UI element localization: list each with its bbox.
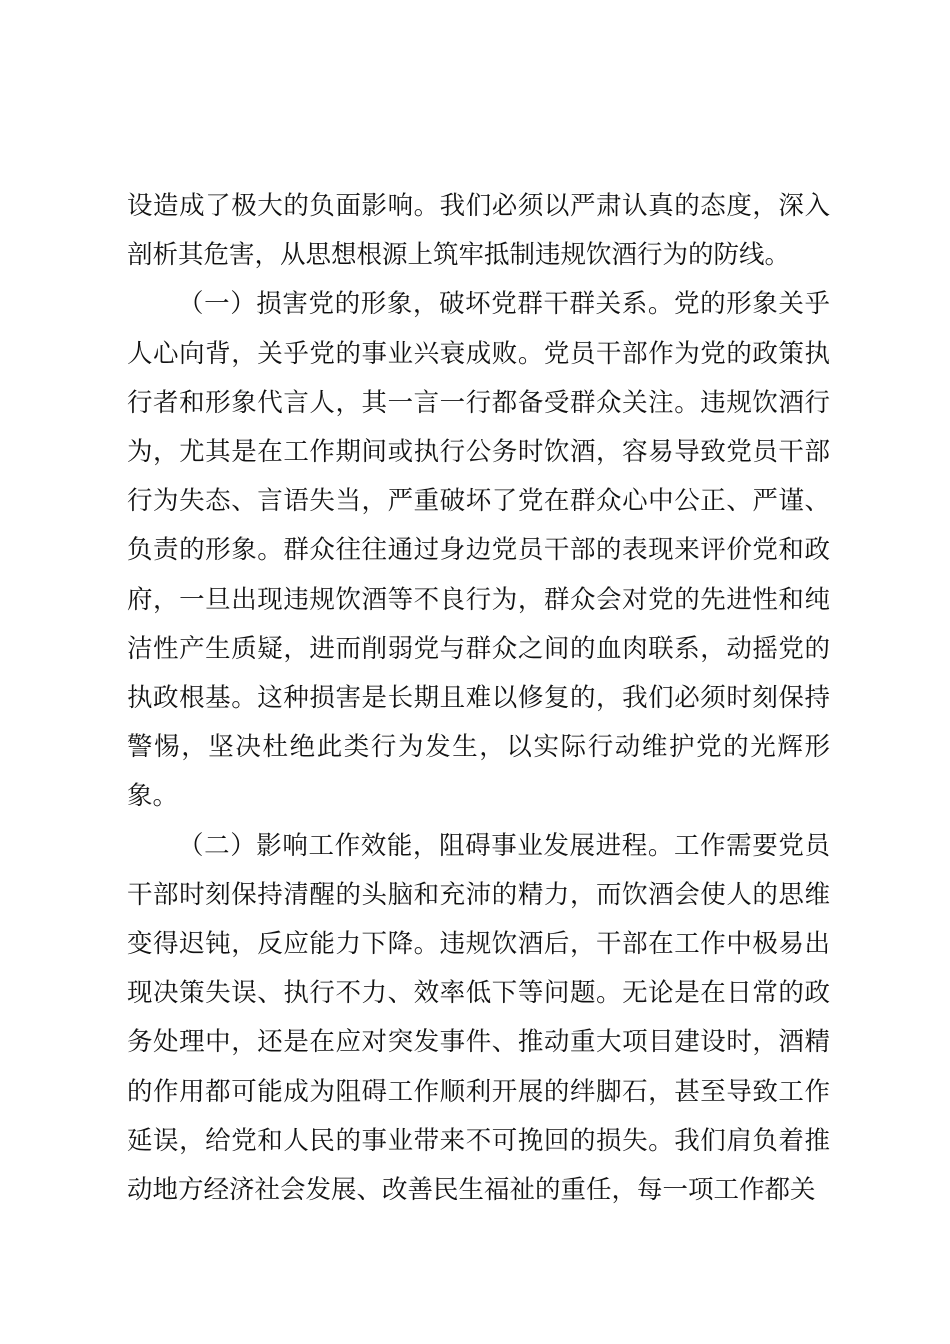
paragraph-section-two: （二）影响工作效能，阻碍事业发展进程。工作需要党员干部时刻保持清醒的头脑和充沛的精力，而饮酒会使人的思维变得迟钝，反应能力下降。违规饮酒后，干部在工作中极易出现决策失误、执行不力、效率低下等问题。无论是在日常的政务处理中，还是在应对突发事件、推动重大项目建设时，酒精的作用都可能成为阻碍工作顺利开展的绊脚石，甚至导致工作延误，给党和人民的事业带来不可挽回的损失。我们肩负着推动地方经济社会发展、改善民生福祉的重任，每一项工作都关 xyxy=(127,830,830,1206)
document-body xyxy=(127,182,830,1215)
paragraph-continuation: 设造成了极大的负面影响。我们必须以严肃认真的态度，深入剖析其危害，从思想根源上筑牢抵制违规饮酒行为的防线。 xyxy=(127,191,830,271)
paragraph-section-one: （一）损害党的形象，破坏党群干群关系。党的形象关乎人心向背，关乎党的事业兴衰成败。党员干部作为党的政策执行者和形象代言人，其一言一行都备受群众关注。违规饮酒行为，尤其是在工作期间或执行公务时饮酒，容易导致党员干部行为失态、言语失当，严重破坏了党在群众心中公正、严谨、负责的形象。群众往往通过身边党员干部的表现来评价党和政府，一旦出现违规饮酒等不良行为，群众会对党的先进性和纯洁性产生质疑，进而削弱党与群众之间的血肉联系，动摇党的执政根基。这种损害是长期且难以修复的，我们必须时刻保持警惕，坚决杜绝此类行为发生，以实际行动维护党的光辉形象。 xyxy=(127,289,830,812)
